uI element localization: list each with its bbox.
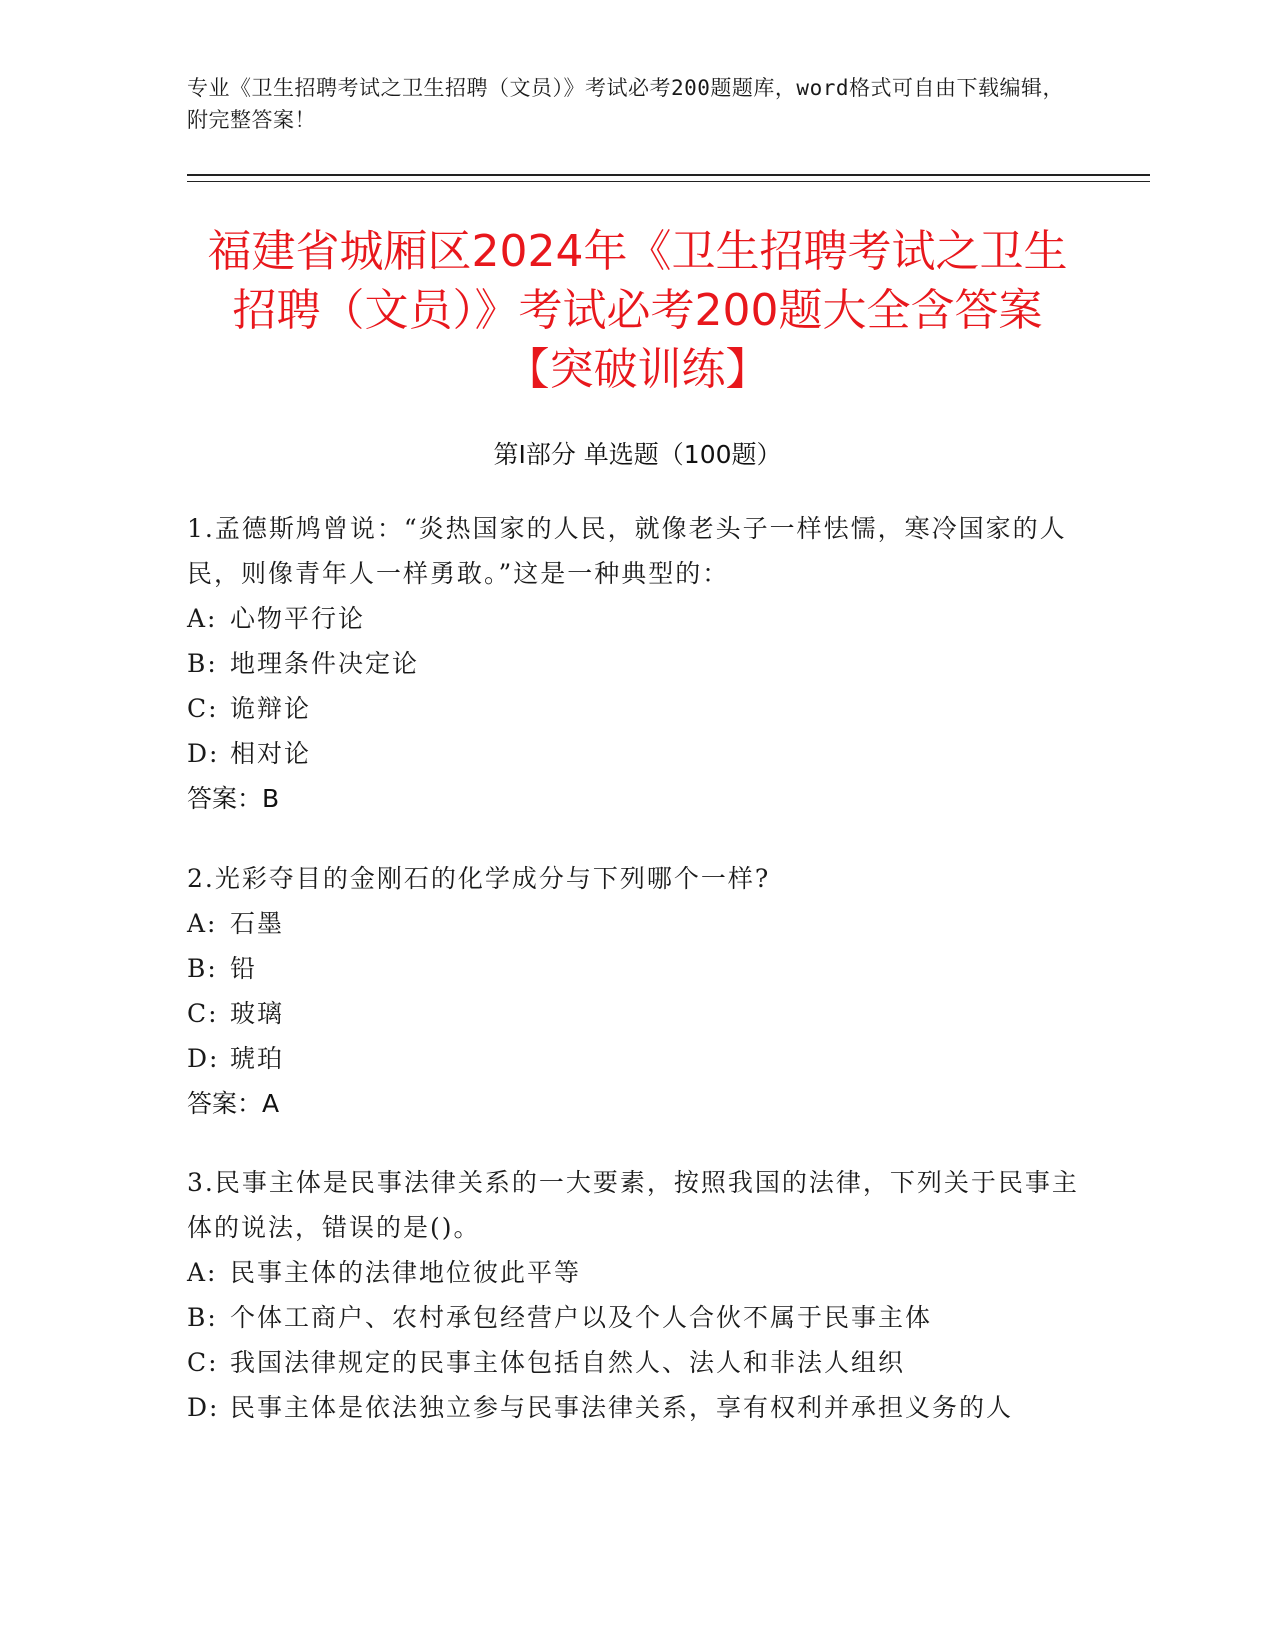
- option-letter: D:: [187, 739, 220, 768]
- option-text: 石墨: [230, 909, 285, 938]
- option-text: 地理条件决定论: [230, 649, 420, 678]
- option-d: [187, 1385, 1087, 1430]
- document-title: [150, 222, 1125, 399]
- option-letter: A:: [187, 604, 218, 633]
- option-text: 民事主体的法律地位彼此平等: [230, 1258, 582, 1287]
- header-divider-thin: [187, 181, 1150, 182]
- option-b: [187, 946, 1087, 991]
- option-c: [187, 1340, 1087, 1385]
- option-letter: B:: [187, 954, 218, 983]
- question-text: 3.民事主体是民事法律关系的一大要素，按照我国的法律，下列关于民事主体的说法，错误的是()。: [187, 1168, 1079, 1242]
- question-text: 2.光彩夺目的金刚石的化学成分与下列哪个一样?: [187, 864, 771, 893]
- option-d: [187, 1036, 1087, 1081]
- option-text: 琥珀: [230, 1044, 285, 1073]
- answer: 答案：B: [187, 784, 280, 813]
- question-1: [187, 506, 1087, 821]
- question-text: 1.孟德斯鸠曾说：“炎热国家的人民，就像老头子一样怯懦，寒冷国家的人民，则像青年人一样勇敢。”这是一种典型的：: [187, 514, 1067, 588]
- option-a: [187, 596, 1087, 641]
- question-3: [187, 1160, 1087, 1430]
- answer: 答案：A: [187, 1089, 280, 1118]
- header-note: 专业《卫生招聘考试之卫生招聘（文员）》考试必考200题题库，word格式可自由下载编辑，附完整答案！: [187, 76, 1064, 132]
- option-text: 心物平行论: [230, 604, 366, 633]
- option-text: 玻璃: [230, 999, 285, 1028]
- option-text: 个体工商户、农村承包经营户以及个人合伙不属于民事主体: [230, 1303, 933, 1332]
- option-b: [187, 641, 1087, 686]
- question-2: [187, 856, 1087, 1126]
- option-text: 铅: [230, 954, 258, 983]
- option-d: [187, 731, 1087, 776]
- option-a: [187, 1250, 1087, 1295]
- option-letter: B:: [187, 649, 218, 678]
- option-text: 我国法律规定的民事主体包括自然人、法人和非法人组织: [230, 1348, 906, 1377]
- option-letter: B:: [187, 1303, 218, 1332]
- header-divider-thick: [187, 174, 1150, 176]
- title-line-1: 福建省城厢区2024年《卫生招聘考试之卫生: [207, 226, 1068, 277]
- title-line-2: 招聘（文员）》考试必考200题大全含答案: [232, 285, 1043, 336]
- option-a: [187, 901, 1087, 946]
- option-letter: A:: [187, 909, 218, 938]
- option-letter: C:: [187, 999, 219, 1028]
- option-c: [187, 991, 1087, 1036]
- option-letter: C:: [187, 1348, 219, 1377]
- title-line-3: 【突破训练】: [505, 344, 770, 395]
- option-letter: D:: [187, 1393, 220, 1422]
- option-text: 民事主体是依法独立参与民事法律关系，享有权利并承担义务的人: [230, 1393, 1014, 1422]
- option-text: 诡辩论: [230, 694, 312, 723]
- option-letter: A:: [187, 1258, 218, 1287]
- option-letter: C:: [187, 694, 219, 723]
- option-b: [187, 1295, 1087, 1340]
- option-c: [187, 686, 1087, 731]
- option-text: 相对论: [230, 739, 312, 768]
- section-title: 第Ⅰ部分 单选题（100题）: [493, 440, 782, 469]
- option-letter: D:: [187, 1044, 220, 1073]
